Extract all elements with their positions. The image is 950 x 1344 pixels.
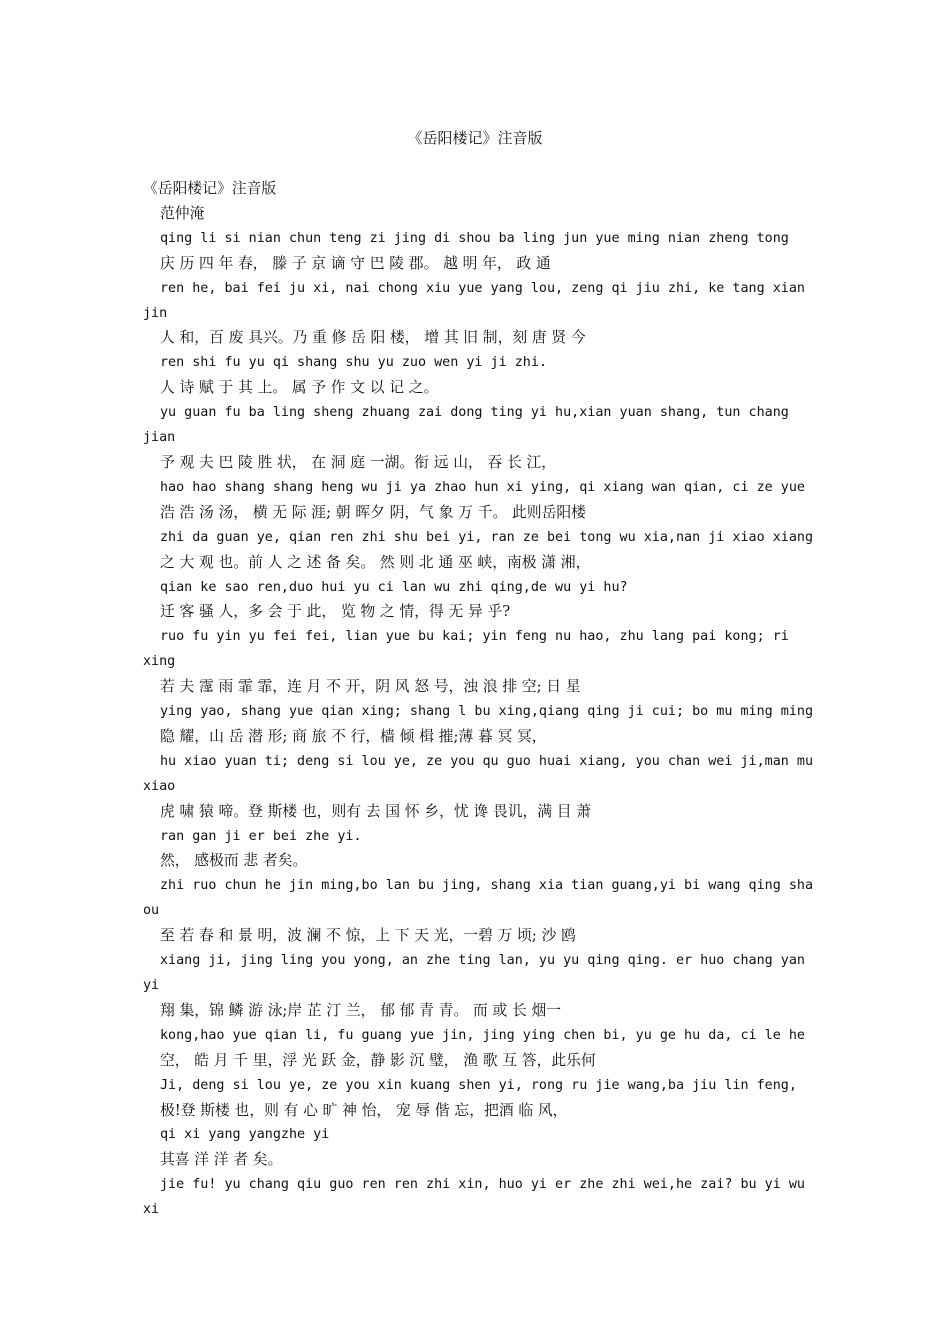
- pinyin-line: Ji, deng si lou ye, ze you xin kuang shen yi, rong ru jie wang,ba jiu lin feng,: [160, 1077, 797, 1093]
- chinese-text-line: 人 诗 赋 于 其 上。 属 予 作 文 以 记 之。: [160, 379, 439, 397]
- chinese-text-line: 极!登 斯楼 也，则 有 心 旷 神 怡， 宠 辱 偕 忘，把酒 临 风，: [160, 1101, 568, 1119]
- pinyin-line: zhi da guan ye, qian ren zhi shu bei yi, ran ze bei tong wu xia,nan ji xiao xiang: [160, 529, 814, 545]
- chinese-text-line: 人 和，百 废 具兴。乃 重 修 岳 阳 楼， 增 其 旧 制，刻 唐 贤 今: [160, 329, 586, 347]
- chinese-text-line: 翔 集，锦 鳞 游 泳;岸 芷 汀 兰， 郁 郁 青 青。 而 或 长 烟一: [160, 1001, 562, 1019]
- pinyin-line: ying yao, shang yue qian xing; shang l bu xing,qiang qing ji cui; bo mu ming ming: [160, 704, 814, 720]
- chinese-text-line: 浩 浩 汤 汤， 横 无 际 涯; 朝 晖夕 阴，气 象 万 千。 此则岳阳楼: [160, 503, 586, 521]
- pinyin-line: ren he, bai fei ju xi, nai chong xiu yue yang lou, zeng qi jiu zhi, ke tang xian jin: [143, 280, 814, 321]
- chinese-text-line: 迁 客 骚 人，多 会 于 此， 览 物 之 情，得 无 异 乎?: [160, 603, 511, 621]
- pinyin-line: kong,hao yue qian li, fu guang yue jin, jing ying chen bi, yu ge hu da, ci le he: [160, 1027, 805, 1043]
- pinyin-line: qian ke sao ren,duo hui yu ci lan wu zhi qing,de wu yi hu?: [160, 579, 628, 595]
- text-lines: [143, 227, 822, 1223]
- chinese-text-line: 虎 啸 猿 啼。登 斯楼 也，则有 去 国 怀 乡，忧 谗 畏讥，满 目 萧: [160, 802, 592, 820]
- chinese-text-line: 若 夫 霪 雨 霏 霏，连 月 不 开，阴 风 怒 号，浊 浪 排 空; 日 星: [160, 678, 581, 696]
- chinese-text-line: 之 大 观 也。前 人 之 述 备 矣。 然 则 北 通 巫 峡，南极 潇 湘，: [160, 553, 591, 571]
- pinyin-line: hao hao shang shang heng wu ji ya zhao hun xi ying, qi xiang wan qian, ci ze yue: [160, 479, 805, 495]
- page-title: 《岳阳楼记》注音版: [407, 129, 543, 147]
- pinyin-line: ruo fu yin yu fei fei, lian yue bu kai; yin feng nu hao, zhu lang pai kong; ri xing: [143, 629, 797, 670]
- chinese-text-line: 至 若 春 和 景 明，波 澜 不 惊，上 下 天 光，一碧 万 顷; 沙 鸥: [160, 927, 576, 945]
- pinyin-line: yu guan fu ba ling sheng zhuang zai dong ting yi hu,xian yuan shang, tun chang jian: [143, 405, 797, 446]
- pinyin-line: xiang ji, jing ling you yong, an zhe ting lan, yu yu qing qing. er huo chang yan yi: [143, 953, 814, 993]
- pinyin-line: qing li si nian chun teng zi jing di shou ba ling jun yue ming nian zheng tong: [160, 230, 789, 246]
- pinyin-line: jie fu! yu chang qiu guo ren ren zhi xin, huo yi er zhe zhi wei,he zai? bu yi wu xi: [143, 1177, 814, 1218]
- pinyin-line: hu xiao yuan ti; deng si lou ye, ze you qu guo huai xiang, you chan wei ji,man mu xiao: [143, 753, 822, 794]
- pinyin-line: qi xi yang yangzhe yi: [160, 1127, 330, 1143]
- chinese-text-line: 然， 感极而 悲 者矣。: [160, 852, 308, 870]
- document-heading: 《岳阳楼记》注音版: [143, 180, 277, 197]
- chinese-text-line: 隐 耀，山 岳 潜 形; 商 旅 不 行，樯 倾 楫 摧;薄 暮 冥 冥，: [160, 727, 547, 745]
- author-line: 范仲淹: [160, 204, 205, 222]
- pinyin-line: ran gan ji er bei zhe yi.: [160, 828, 362, 844]
- chinese-text-line: 庆 历 四 年 春， 滕 子 京 谪 守 巴 陵 郡。 越 明 年， 政 通: [160, 254, 551, 272]
- pinyin-line: ren shi fu yu qi shang shu yu zuo wen yi ji zhi.: [160, 355, 547, 371]
- document-body: [143, 177, 822, 1223]
- chinese-text-line: 予 观 夫 巴 陵 胜 状， 在 洞 庭 一湖。衔 远 山， 吞 长 江，: [160, 453, 557, 471]
- chinese-text-line: 空， 皓 月 千 里，浮 光 跃 金，静 影 沉 璧， 渔 歌 互 答，此乐何: [160, 1051, 596, 1069]
- chinese-text-line: 其喜 洋 洋 者 矣。: [160, 1151, 283, 1169]
- pinyin-line: zhi ruo chun he jin ming,bo lan bu jing, shang xia tian guang,yi bi wang qing sha ou: [143, 878, 822, 919]
